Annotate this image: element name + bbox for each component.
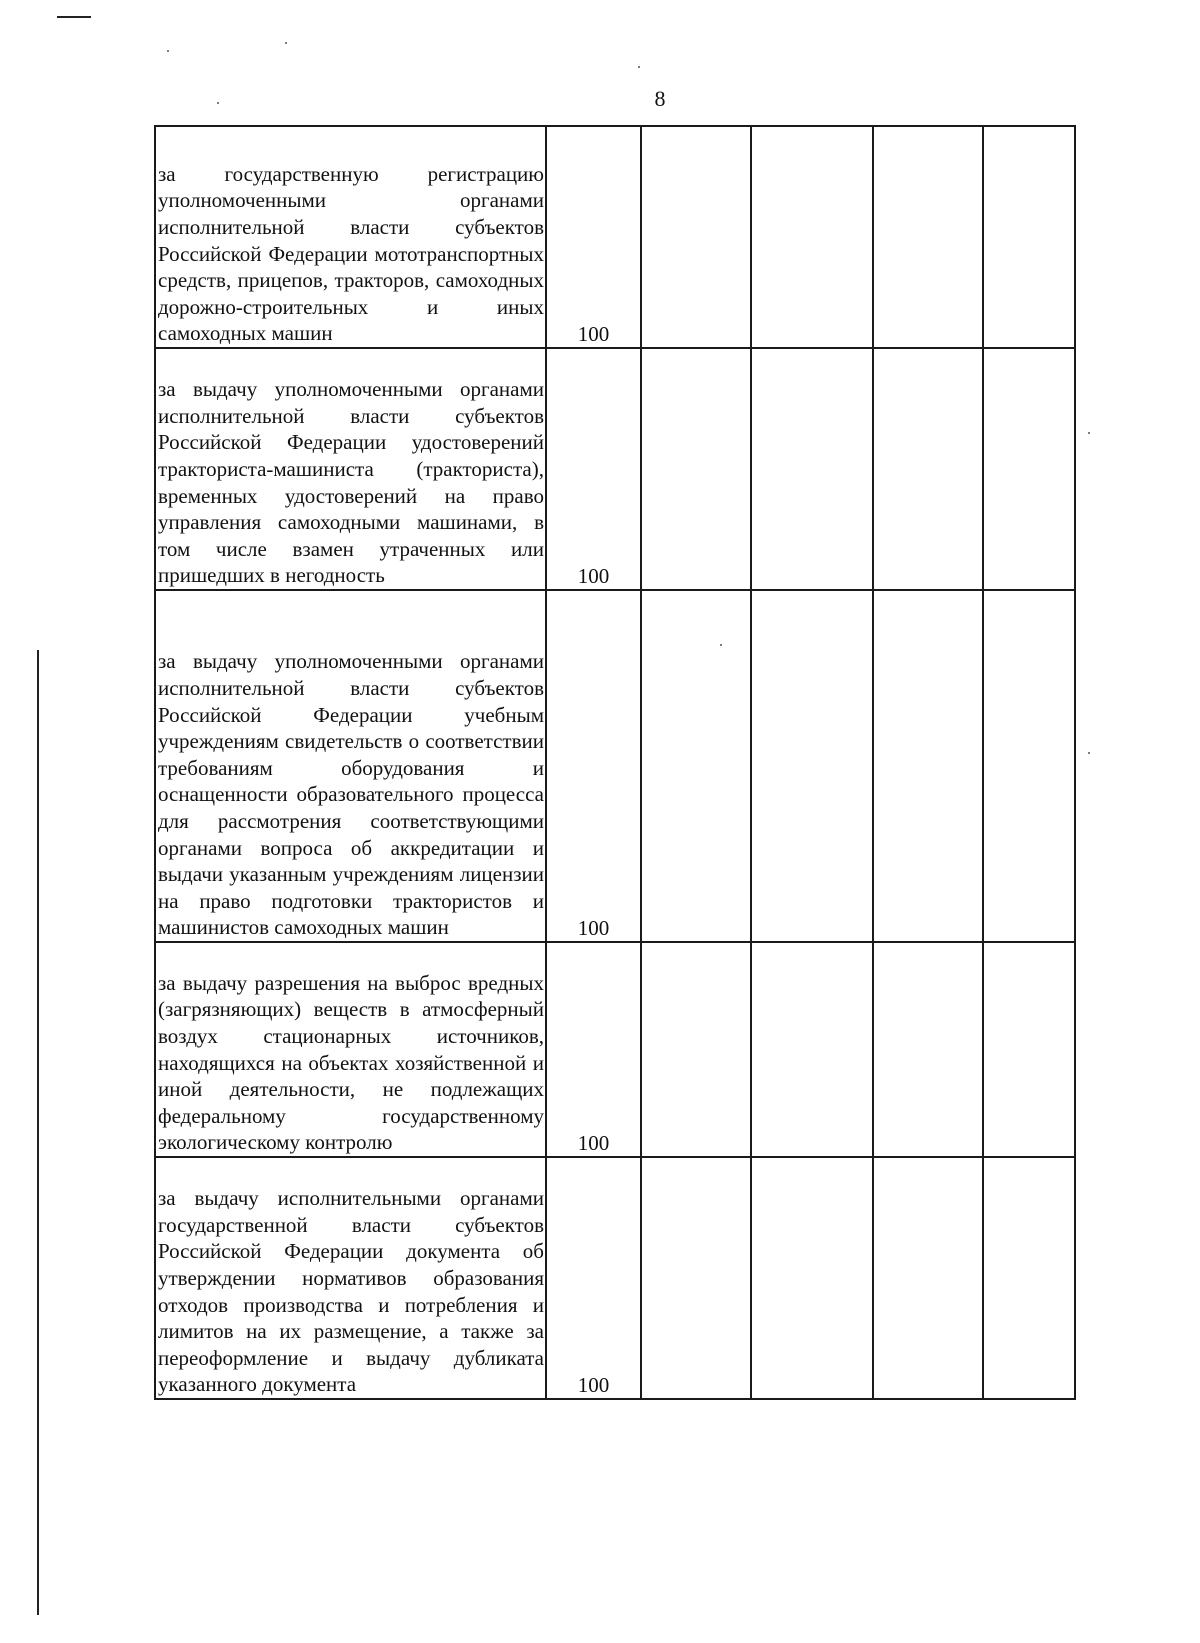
table-row: [155, 348, 1075, 590]
empty-cell: [751, 1157, 873, 1399]
scan-dot: [285, 42, 287, 44]
empty-cell: [873, 590, 983, 942]
fee-description: за выдачу уполномоченными органами исполнительной власти субъектов Российской Федерации учебным учреждениям свидетельств о соответствии требованиям оборудования и оснащенности образовательного процесса для рассмотрения соответствующими органами вопроса об аккредитации и выдачи указанным учреждениям лицензии на право подготовки трактористов и машинистов самоходных машин: [155, 590, 546, 942]
fee-amount: 100: [546, 590, 641, 942]
empty-cell: [873, 126, 983, 348]
fee-table: [154, 125, 1076, 1400]
empty-cell: [751, 590, 873, 942]
empty-cell: [641, 590, 751, 942]
empty-cell: [873, 1157, 983, 1399]
fee-description: за выдачу уполномоченными органами исполнительной власти субъектов Российской Федерации удостоверений тракториста-машиниста (тракториста), временных удостоверений на право управления самоходными машинами, в том числе взамен утраченных или пришедших в негодность: [155, 348, 546, 590]
empty-cell: [983, 348, 1075, 590]
empty-cell: [873, 348, 983, 590]
table-row: [155, 1157, 1075, 1399]
empty-cell: [751, 126, 873, 348]
empty-cell: [983, 942, 1075, 1157]
empty-cell: [641, 1157, 751, 1399]
page-number: 8: [654, 86, 666, 111]
fee-amount: 100: [546, 942, 641, 1157]
fee-amount: 100: [546, 126, 641, 348]
empty-cell: [641, 348, 751, 590]
empty-cell: [983, 590, 1075, 942]
empty-cell: [983, 126, 1075, 348]
scan-dot: [1088, 752, 1090, 754]
scan-dot: [1088, 432, 1090, 434]
scan-mark-left-edge: [37, 650, 39, 1615]
table-row: [155, 590, 1075, 942]
scan-dot: [167, 50, 169, 52]
empty-cell: [641, 942, 751, 1157]
table-row: [155, 942, 1075, 1157]
empty-cell: [641, 126, 751, 348]
empty-cell: [751, 942, 873, 1157]
scan-dot: [217, 102, 219, 104]
fee-description: за выдачу разрешения на выброс вредных (загрязняющих) веществ в атмосферный воздух стационарных источников, находящихся на объектах хозяйственной и иной деятельности, не подлежащих федеральному государственному экологическому контролю: [155, 942, 546, 1157]
fee-description: за выдачу исполнительными органами государственной власти субъектов Российской Федерации документа об утверждении нормативов образования отходов производства и потребления и лимитов на их размещение, а также за переоформление и выдачу дубликата указанного документа: [155, 1157, 546, 1399]
fee-amount: 100: [546, 1157, 641, 1399]
fee-description: за государственную регистрацию уполномоченными органами исполнительной власти субъектов Российской Федерации мототранспортных средств, прицепов, тракторов, самоходных дорожно-строительных и иных самоходных машин: [155, 126, 546, 348]
scan-dot: [638, 66, 640, 68]
fee-amount: 100: [546, 348, 641, 590]
empty-cell: [983, 1157, 1075, 1399]
empty-cell: [873, 942, 983, 1157]
scan-mark-top-left: [57, 16, 91, 18]
empty-cell: [751, 348, 873, 590]
table-row: [155, 126, 1075, 348]
